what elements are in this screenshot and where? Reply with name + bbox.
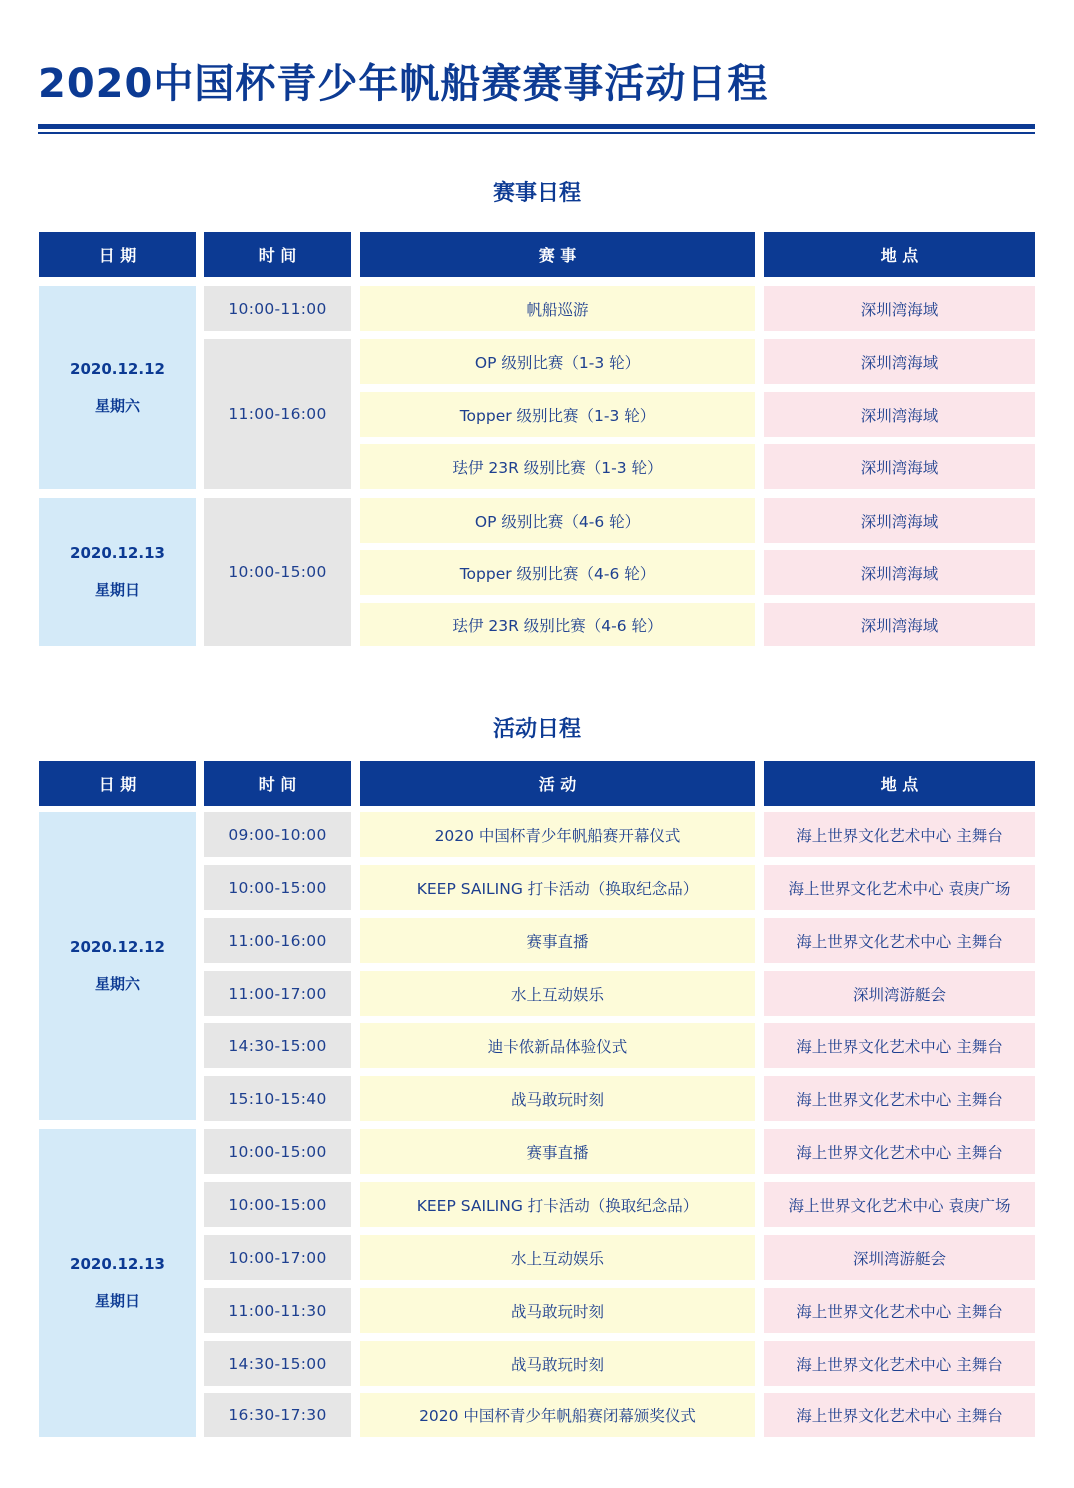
place-cell: 深圳湾海域 xyxy=(764,339,1035,384)
place-cell: 深圳湾海域 xyxy=(764,603,1035,646)
date-cell xyxy=(39,1129,196,1437)
place-cell: 深圳湾海域 xyxy=(764,498,1035,543)
time-cell: 15:10-15:40 xyxy=(204,1076,351,1121)
header-date: 日 期 xyxy=(39,761,196,806)
time-cell: 10:00-15:00 xyxy=(204,498,351,646)
activity-cell: KEEP SAILING 打卡活动（换取纪念品） xyxy=(360,1182,755,1227)
place-cell: 深圳湾海域 xyxy=(764,444,1035,489)
activity-cell: 赛事直播 xyxy=(360,918,755,963)
event-cell: Topper 级别比赛（4-6 轮） xyxy=(360,550,755,595)
race-schedule-heading: 赛事日程 xyxy=(492,181,581,206)
activity-cell: 水上互动娱乐 xyxy=(360,1235,755,1280)
activity-cell: 迪卡侬新品体验仪式 xyxy=(360,1023,755,1068)
title-rule-thick xyxy=(38,124,1035,129)
header-activity: 活 动 xyxy=(360,761,755,806)
header-date: 日 期 xyxy=(39,232,196,277)
activity-cell: 2020 中国杯青少年帆船赛闭幕颁奖仪式 xyxy=(360,1393,755,1437)
activity-cell: 战马敢玩时刻 xyxy=(360,1341,755,1386)
place-cell: 海上世界文化艺术中心 主舞台 xyxy=(764,1393,1035,1437)
time-cell: 10:00-15:00 xyxy=(204,865,351,910)
activity-cell: KEEP SAILING 打卡活动（换取纪念品） xyxy=(360,865,755,910)
date-value: 2020.12.13 xyxy=(70,544,165,562)
activity-cell: 赛事直播 xyxy=(360,1129,755,1174)
time-cell: 11:00-17:00 xyxy=(204,971,351,1016)
time-cell: 10:00-17:00 xyxy=(204,1235,351,1280)
date-value: 2020.12.12 xyxy=(70,359,165,378)
weekday-value: 星期日 xyxy=(94,581,140,599)
event-cell: OP 级别比赛（1-3 轮） xyxy=(360,339,755,384)
title-rule-thin xyxy=(38,132,1035,134)
time-cell: 11:00-16:00 xyxy=(204,918,351,963)
header-place: 地 点 xyxy=(764,232,1035,277)
time-cell: 10:00-15:00 xyxy=(204,1129,351,1174)
place-cell: 海上世界文化艺术中心 主舞台 xyxy=(764,1076,1035,1121)
weekday-value: 星期六 xyxy=(94,396,140,415)
time-cell: 16:30-17:30 xyxy=(204,1393,351,1437)
event-cell: 珐伊 23R 级别比赛（4-6 轮） xyxy=(360,603,755,646)
activity-cell: 水上互动娱乐 xyxy=(360,971,755,1016)
time-cell: 11:00-11:30 xyxy=(204,1288,351,1333)
event-cell: 帆船巡游 xyxy=(360,286,755,331)
place-cell: 海上世界文化艺术中心 主舞台 xyxy=(764,1129,1035,1174)
page-title: 2020中国杯青少年帆船赛赛事活动日程 xyxy=(38,61,769,107)
date-cell xyxy=(39,498,196,646)
event-cell: OP 级别比赛（4-6 轮） xyxy=(360,498,755,543)
activity-schedule-heading: 活动日程 xyxy=(492,717,581,742)
activity-cell: 战马敢玩时刻 xyxy=(360,1288,755,1333)
activity-cell: 2020 中国杯青少年帆船赛开幕仪式 xyxy=(360,812,755,857)
activity-cell: 战马敢玩时刻 xyxy=(360,1076,755,1121)
time-cell: 14:30-15:00 xyxy=(204,1341,351,1386)
place-cell: 深圳湾游艇会 xyxy=(764,1235,1035,1280)
place-cell: 深圳湾海域 xyxy=(764,392,1035,437)
date-cell xyxy=(39,812,196,1120)
weekday-value: 星期日 xyxy=(94,1292,140,1310)
weekday-value: 星期六 xyxy=(94,975,140,993)
time-cell: 10:00-15:00 xyxy=(204,1182,351,1227)
event-cell: Topper 级别比赛（1-3 轮） xyxy=(360,392,755,437)
time-cell: 11:00-16:00 xyxy=(204,339,351,489)
header-time: 时 间 xyxy=(204,761,351,806)
place-cell: 深圳湾游艇会 xyxy=(764,971,1035,1016)
time-cell: 10:00-11:00 xyxy=(204,286,351,331)
place-cell: 海上世界文化艺术中心 主舞台 xyxy=(764,918,1035,963)
header-place: 地 点 xyxy=(764,761,1035,806)
header-event: 赛 事 xyxy=(360,232,755,277)
place-cell: 海上世界文化艺术中心 袁庚广场 xyxy=(764,865,1035,910)
place-cell: 海上世界文化艺术中心 主舞台 xyxy=(764,1023,1035,1068)
place-cell: 海上世界文化艺术中心 袁庚广场 xyxy=(764,1182,1035,1227)
place-cell: 深圳湾海域 xyxy=(764,550,1035,595)
header-time: 时 间 xyxy=(204,232,351,277)
place-cell: 深圳湾海域 xyxy=(764,286,1035,331)
time-cell: 14:30-15:00 xyxy=(204,1023,351,1068)
place-cell: 海上世界文化艺术中心 主舞台 xyxy=(764,1341,1035,1386)
date-cell xyxy=(39,286,196,489)
date-value: 2020.12.12 xyxy=(70,938,165,956)
place-cell: 海上世界文化艺术中心 主舞台 xyxy=(764,812,1035,857)
time-cell: 09:00-10:00 xyxy=(204,812,351,857)
date-value: 2020.12.13 xyxy=(70,1255,165,1273)
event-cell: 珐伊 23R 级别比赛（1-3 轮） xyxy=(360,444,755,489)
place-cell: 海上世界文化艺术中心 主舞台 xyxy=(764,1288,1035,1333)
